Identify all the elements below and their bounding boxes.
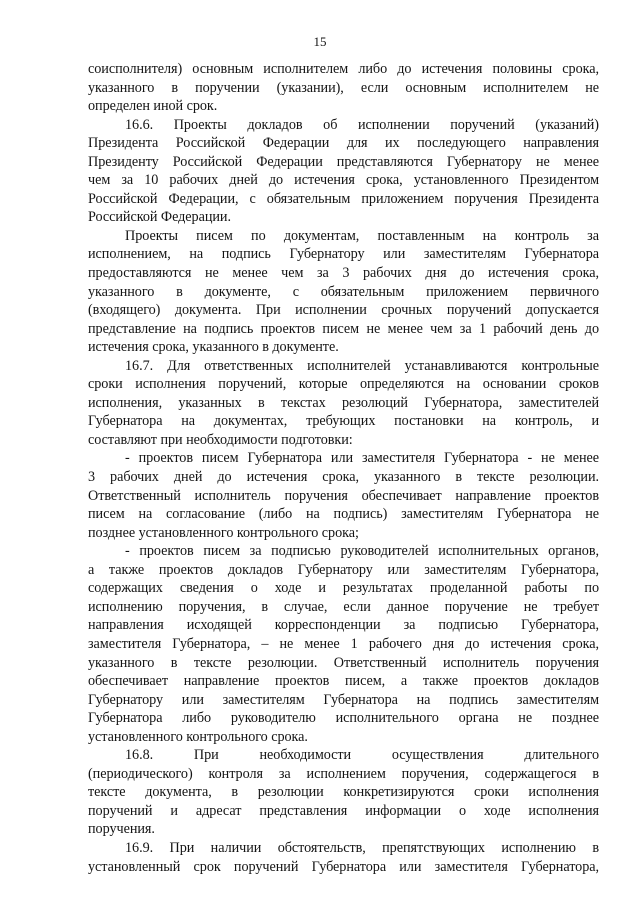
text-line: 16.8. При необходимости осуществления длительного bbox=[125, 747, 599, 764]
text-line: писем на согласование (либо на подпись) заместителям Губернатора не bbox=[88, 506, 599, 523]
text-line: исполнению поручения, в случае, если данное поручение не требует bbox=[88, 598, 599, 615]
text-line: Губернатора либо руководителю исполнительного органа не позднее bbox=[88, 710, 599, 727]
text-line: исполнением, на подпись Губернатору или заместителям Губернатора bbox=[88, 246, 599, 263]
text-line: - проектов писем Губернатора или заместителя Губернатора - не менее bbox=[125, 450, 599, 467]
text-line: Губернатора на документах, требующих постановки на контроль, и bbox=[88, 413, 599, 430]
text-line: Российской Федерации. bbox=[88, 209, 231, 226]
text-line: указанного в документе, с обязательным приложением первичного bbox=[88, 283, 599, 300]
text-line: тексте документа, в резолюции конкретизируются сроки исполнения bbox=[88, 784, 599, 801]
page-number: 15 bbox=[313, 34, 327, 49]
text-line: Президента Российской Федерации для их последующего направления bbox=[88, 135, 599, 152]
text-line: - проектов писем за подписью руководителей исполнительных органов, bbox=[125, 543, 599, 560]
list-item-governor-letters bbox=[88, 449, 599, 542]
text-line: Проекты писем по документам, поставленным на контроль за bbox=[125, 227, 599, 244]
text-line: исполнения, указанных в текстах резолюций Губернатора, заместителей bbox=[88, 394, 599, 411]
text-line: представление на подпись проектов писем не менее чем за 1 рабочий день до bbox=[88, 320, 599, 337]
text-line: 16.6. Проекты докладов об исполнении поручений (указаний) bbox=[125, 116, 599, 133]
text-line: указанного в тексте резолюции. Ответственный исполнитель поручения bbox=[88, 654, 599, 671]
text-line: соисполнителя) основным исполнителем либо до истечения половины срока, bbox=[88, 61, 599, 77]
text-line: Ответственный исполнитель поручения обеспечивает направление проектов bbox=[88, 487, 599, 504]
text-line: Президенту Российской Федерации представляются Губернатору не менее bbox=[88, 153, 599, 170]
text-line: поручения. bbox=[88, 821, 155, 838]
text-line: позднее установленного контрольного срока; bbox=[88, 524, 359, 541]
text-line: содержащих сведения о ходе и результатах проделанной работы по bbox=[88, 580, 599, 597]
text-line: направления исходящей корреспонденции за подписью Губернатора, bbox=[88, 617, 599, 634]
paragraph-16-6 bbox=[88, 116, 599, 227]
text-line: установленный срок поручений Губернатора или заместителя Губернатора, bbox=[88, 858, 599, 875]
text-line: Российской Федерации, с обязательным приложением поручения Президента bbox=[88, 190, 599, 207]
document-body bbox=[88, 60, 599, 876]
text-line: (периодического) контроля за исполнением поручения, содержащегося в bbox=[88, 765, 599, 782]
text-line: чем за 10 рабочих дней до истечения срока, установленного Президентом bbox=[88, 172, 599, 189]
paragraph-continuation bbox=[88, 60, 599, 116]
text-line: 16.9. При наличии обстоятельств, препятствующих исполнению в bbox=[125, 839, 599, 856]
list-item-executive-letters bbox=[88, 542, 599, 746]
text-line: заместителя Губернатора, – не менее 1 рабочего дня до истечения срока, bbox=[88, 635, 599, 652]
text-line: 16.7. Для ответственных исполнителей устанавливаются контрольные bbox=[125, 357, 599, 374]
text-line: предоставляются не менее чем за 3 рабочих дня до истечения срока, bbox=[88, 265, 599, 282]
text-line: составляют при необходимости подготовки: bbox=[88, 431, 353, 448]
paragraph-16-7 bbox=[88, 357, 599, 450]
text-line: 3 рабочих дней до истечения срока, указанного в тексте резолюции. bbox=[88, 469, 599, 486]
text-line: поручений и адресат представления информации о ходе исполнения bbox=[88, 802, 599, 819]
text-line: обеспечивает направление проектов писем, а также проектов докладов bbox=[88, 673, 599, 690]
text-line: определен иной срок. bbox=[88, 98, 218, 115]
paragraph-16-8 bbox=[88, 746, 599, 839]
text-line: истечения срока, указанного в документе. bbox=[88, 339, 339, 356]
text-line: (входящего) документа. При исполнении срочных поручений допускается bbox=[88, 302, 599, 319]
text-line: Губернатору или заместителям Губернатора на подпись заместителям bbox=[88, 691, 599, 708]
text-line: сроки исполнения поручений, которые определяются на основании сроков bbox=[88, 376, 599, 393]
text-line: указанного в поручении (указании), если основным исполнителем не bbox=[88, 79, 599, 96]
paragraph-letter-drafts bbox=[88, 227, 599, 357]
text-line: установленного контрольного срока. bbox=[88, 728, 308, 745]
paragraph-16-9 bbox=[88, 839, 599, 876]
text-line: а также проектов докладов Губернатору или заместителям Губернатора, bbox=[88, 561, 599, 578]
